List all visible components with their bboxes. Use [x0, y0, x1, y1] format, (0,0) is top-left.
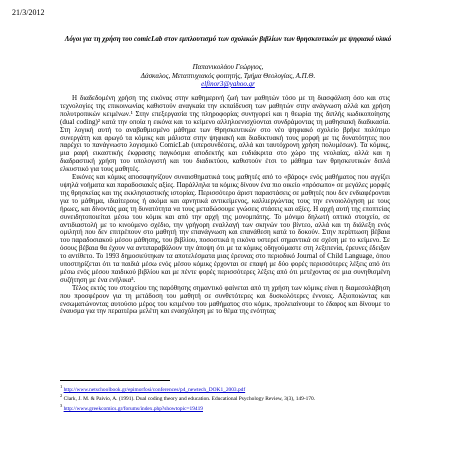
- footnote-text: Clark, J. M. & Paivio, A. (1991). Dual coding theory and education. Educational Psychology Review, 3(3), 149-170.: [63, 396, 316, 403]
- body-paragraph: Τέλος εκτός του στοιχείου της παρόθησης σημαντικό φαίνεται από τη χρήση των κόμικς είναι η διαμεσολάβηση που προσφέρουν για τη μετάδοση του μαθητή σε συνθετότερες και δυσκολότερες έννοιες. Αξιοποιώντας και ενσωματώνοντας αυτούσιο μέρος του κειμένου του μαθήματος στο κόμικ, προλειαίνουμε το έδαφος και δίνουμε το έναυσμα για την περαιτέρω μελέτη και ενασχόληση με το θέμα της ενότητας: [60, 283, 390, 316]
- author-name: Παπανικολάου Γεώργιος,: [192, 63, 264, 71]
- page-date: 21/3/2012: [12, 8, 45, 17]
- footnote-link[interactable]: http://www.greekcomics.gr/forums/index.php?showtopic=19419: [63, 405, 203, 412]
- author-block: [60, 63, 396, 89]
- footnote-3: [60, 403, 395, 412]
- footnote-divider: [60, 380, 170, 381]
- body-paragraph: Εικόνες και κόμικς αποσαφηνίζουν συναισθηματικά τους μαθητές από το «βάρος» ενός μαθήματος που αγγίζει υψηλά νοήματα και παραδοσιακές αξίες. Παράλληλα τα κόμικς δίνουν ένα πιο οικείο «πρόσωπο» σε μεγάλες μορφές της θρησκείας και της εκκλησιαστικής ιστορίας. Περισσότερο άριστ παραστάσεις σε μαθητές που δεν ενδιαφέρονται για το μάθημα, ιδιαίτερους ή ακόμα και αρνητικά αντικείμενος, καλλιεργώντας τους την εννοιολόγηση με τους ήρωες, και δίνοντάς μας τη δυνατότητα να τους μεταδώσουμε γνώσεις στάσεις και αξίες. Η αρχή αυτή της εποπτείας συνειδητοποιείται μέσω του κόμικ και από την αρχή της μονομπάτης. Το μόνιμο δηλωτή οπτικό στοιχείο, σε αντιδιαστολή με το κινούμενο σχέδιο, την γρήγορη εναλλαγή των σκηνών του βίντεο, αλλά και τη διάλεξη ενός ομιλητή που δεν επιτρέπουν στο μαθητή την επανάγνωση και επανάθεση κατά το δοκούν. Στην περίπτωση βέβαια του παραδοσιακού μέσου μάθησης, του βιβλίου, ποσοστικά η εικόνα υστερεί σημαντικά σε σχέση με το κείμενο. Σε όσους βέβαια θα έχουν να αντιπαραβάλουν την άποψη ότι με τα κόμικς οδηγούμαστε στη λεξιπενία, έρευνες έδειξαν το αντίθετο. Το 1993 δημοσιεύτηκαν τα αποτελέσματα μιας έρευνας στο περιοδικό Journal of Child Language, όπου υποστηρίζεται ότι τα παιδιά μέσω ενός μέσου κόμικς έρχονται σε επαφή με δύο φορές περισσότερες λέξεις από ότι μέσω ενός μέσου παιδικού βιβλίου και με πέντε φορές περισσότερες λέξεις από ότι μετέχοντας σε μια συνηθισμένη συζήτηση με ένα ενήλικα³.: [60, 173, 390, 284]
- footnote-1: [60, 384, 395, 393]
- author-email-link[interactable]: elfinor3@yahoo.gr: [201, 80, 255, 88]
- document-body: [60, 95, 390, 316]
- footnote-marker: 3: [60, 402, 63, 408]
- author-affiliation: Δάσκαλος, Μεταπτυχιακός φοιτητής, Τμήμα Θεολογίας, Α.Π.Θ.: [140, 71, 316, 80]
- footnote-link[interactable]: http://www.netschoolbook.gr/epimorfosi/conferences/p4_newtech_DOK1_2003.pdf: [63, 386, 246, 393]
- document-title: Λόγοι για τη χρήση του comicLab στον εμπλουτισμό των σχολικών βιβλίων των θρησκευτικών με ψηφιακό υλικό: [64, 35, 392, 43]
- footnote-2: [60, 393, 395, 402]
- footnote-marker: 1: [60, 384, 63, 389]
- body-paragraph: Η διαδεδομένη χρήση της εικόνας στην καθημερινή ζωή των μαθητών τόσο με τη διασφάλιση όσο και στις τεχνολογίες της επικοινωνίας καθιστούν αναγκαία την εκπαίδευση των μαθητών στην ανάγνωση αλλά και χρήση πολυτροπικών κειμένων.¹ Στην επεξεργασία της πληροφορίας συνηγορεί και η θεωρία της διπλής κωδικοποίησης (dual coding)² κατά την οποία η εικόνα και το κείμενο αλληλοενισχύονται συνδράμοντας τη μαθησιακή διαδικασία. Στη λογική αυτή το αναβαθμισμένο μάθημα των Θρησκευτικών στο νέο ψηφιακό σχολείο βρήκε πολύτιμο συνεργάτη και αρωγό τα κόμικς και μάλιστα στην ψηφιακή και διαδικτυακή τους μορφή με τις δυνατότητες που παρέχει το πανάγνωστο λογισμικό ComicLab (υπερσυνδέσεις, αλλά και ταυτόχρονη χρήση πολυμέσων). Τα κόμικς, μια ραφή εικαστικής έκφρασης παγκόσμια αποδεκτής και ευδιάκριτα στο χώρο της νεολαίας, αλλά και η διαδραστική χρήση του υπολογιστή και του διαδικτύου, καθιστούν έτσι το μάθημα των θρησκευτικών διπλά ελκυστικό για τους μαθητές.: [60, 94, 390, 174]
- footnote-marker: 2: [60, 393, 63, 399]
- footnotes: [60, 384, 395, 412]
